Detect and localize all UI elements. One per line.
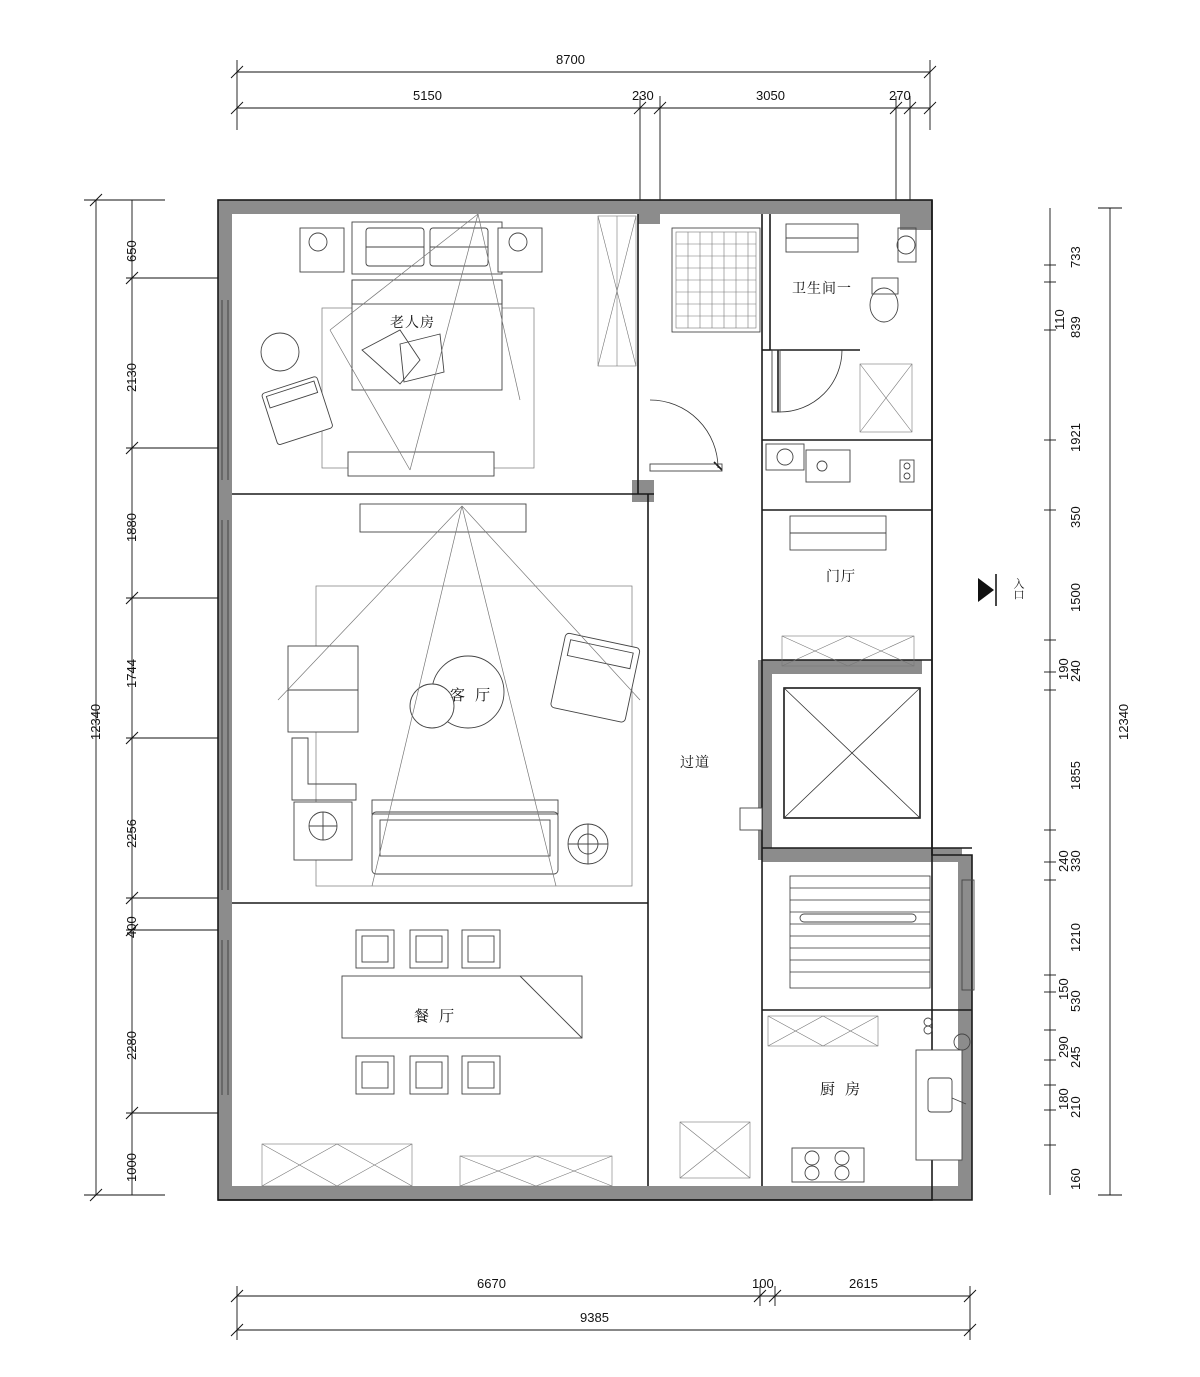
room-label-kitchen: 厨 房 [820, 1081, 864, 1098]
dim-bottom-2: 100 [752, 1276, 774, 1291]
dim-top-2: 230 [632, 88, 654, 103]
dim-right-18: 210 [1068, 1096, 1083, 1118]
dim-left-2: 2130 [124, 363, 139, 392]
dim-top-4: 270 [889, 88, 911, 103]
dim-left-total: 12340 [88, 703, 103, 740]
dim-right-17: 180 [1056, 1088, 1071, 1110]
dim-left-7: 2280 [124, 1031, 139, 1060]
dim-right-13: 150 [1056, 978, 1071, 1000]
dim-bottom-3: 2615 [849, 1276, 878, 1291]
room-label-bathroom-1: 卫生间一 [792, 280, 852, 296]
dim-left-5: 2256 [124, 819, 139, 848]
dim-right-16: 245 [1068, 1046, 1083, 1068]
dim-top-3: 3050 [756, 88, 785, 103]
dim-right-19: 160 [1068, 1168, 1083, 1190]
dim-bottom-total: 9385 [580, 1310, 609, 1325]
room-label-entry-hall: 门厅 [826, 568, 856, 584]
room-label-elder-bedroom: 老人房 [390, 314, 435, 330]
dim-right-8: 190 [1056, 658, 1071, 680]
dim-left-8: 1000 [124, 1153, 139, 1182]
dim-right-7: 240 [1068, 660, 1083, 682]
dim-left-3: 1880 [124, 513, 139, 542]
dim-bottom-1: 6670 [477, 1276, 506, 1291]
entrance-label: 入口 [1012, 578, 1024, 600]
room-label-living-room: 客 厅 [450, 687, 494, 704]
dim-right-4: 1921 [1068, 423, 1083, 452]
dim-right-3: 839 [1068, 316, 1083, 338]
dim-right-15: 290 [1056, 1036, 1071, 1058]
dim-right-10: 330 [1068, 850, 1083, 872]
dim-right-11: 240 [1056, 850, 1071, 872]
dim-right-5: 350 [1068, 506, 1083, 528]
dim-right-12: 1210 [1068, 923, 1083, 952]
dim-top-total: 8700 [556, 52, 585, 67]
dim-right-9: 1855 [1068, 761, 1083, 790]
dim-right-14: 530 [1068, 990, 1083, 1012]
dim-left-6: 400 [124, 916, 139, 938]
dim-right-2: 110 [1052, 309, 1067, 330]
dim-right-6: 1500 [1068, 583, 1083, 612]
dim-left-1: 650 [124, 240, 139, 262]
room-label-corridor: 过道 [680, 754, 710, 770]
dim-right-total: 12340 [1116, 703, 1131, 740]
dim-top-1: 5150 [413, 88, 442, 103]
dim-right-1: 733 [1068, 246, 1083, 268]
room-label-dining-room: 餐 厅 [414, 1008, 458, 1025]
dim-left-4: 1744 [124, 659, 139, 688]
